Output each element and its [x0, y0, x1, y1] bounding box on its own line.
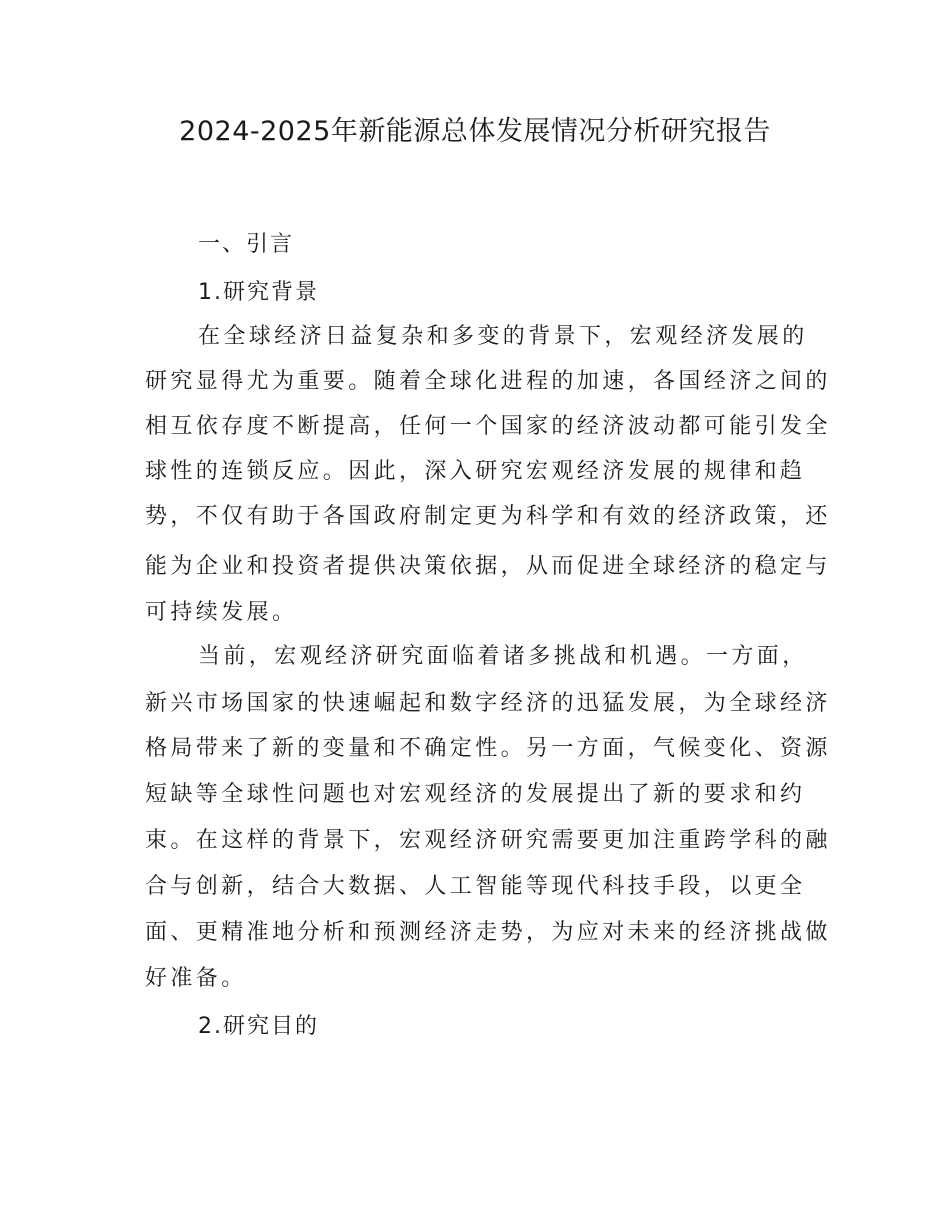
paragraph-line: 束。在这样的背景下，宏观经济研究需要更加注重跨学科的融	[145, 828, 831, 853]
paragraph-line: 好准备。	[145, 966, 247, 991]
section-heading: 一、引言	[198, 232, 295, 257]
paragraph-line: 面、更精准地分析和预测经济走势，为应对未来的经济挑战做	[145, 920, 831, 945]
document-title: 2024-2025年新能源总体发展情况分析研究报告	[179, 116, 771, 147]
paragraph-line: 能为企业和投资者提供决策依据，从而促进全球经济的稳定与	[145, 554, 831, 579]
paragraph-line: 格局带来了新的变量和不确定性。另一方面，气候变化、资源	[145, 736, 831, 761]
paragraph-line: 当前，宏观经济研究面临着诸多挑战和机遇。一方面，	[198, 644, 808, 669]
paragraph-line: 合与创新，结合大数据、人工智能等现代科技手段，以更全	[145, 874, 806, 899]
paragraph-line: 球性的连锁反应。因此，深入研究宏观经济发展的规律和趋	[145, 459, 806, 484]
paragraph-line: 势，不仅有助于各国政府制定更为科学和有效的经济政策，还	[145, 504, 831, 529]
paragraph-line: 新兴市场国家的快速崛起和数字经济的迅猛发展，为全球经济	[145, 691, 831, 716]
paragraph-line: 相互依存度不断提高，任何一个国家的经济波动都可能引发全	[145, 414, 831, 439]
paragraph-line: 在全球经济日益复杂和多变的背景下，宏观经济发展的	[198, 324, 808, 349]
subsection-heading: 2.研究目的	[198, 1014, 319, 1039]
paragraph-line: 可持续发展。	[145, 600, 298, 625]
paragraph-line: 研究显得尤为重要。随着全球化进程的加速，各国经济之间的	[145, 369, 831, 394]
subsection-heading: 1.研究背景	[198, 280, 319, 305]
paragraph-line: 短缺等全球性问题也对宏观经济的发展提出了新的要求和约	[145, 782, 806, 807]
